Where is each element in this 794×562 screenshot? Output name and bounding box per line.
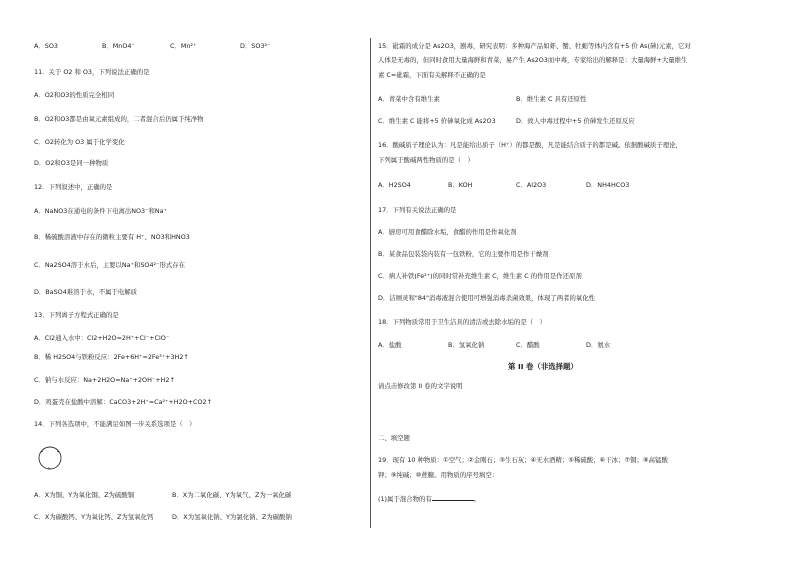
section-fill-heading: 二、填空题 <box>378 434 410 442</box>
q19-stem-line-2: 钾；⑨纯碱；⑩蔗糖。用物质的序号填空： <box>378 471 499 479</box>
left-column <box>0 0 372 562</box>
q17-option-a: A．厨房可用食醋除水垢，食醋的作用是作氧化剂 <box>378 228 517 236</box>
q15-stem-line-2: 人体是无毒的，但同时食用大量海鲜和青菜，易产生 As2O3而中毒，专家给出的解释是：大量海鲜+大量维生 <box>378 56 688 64</box>
part2-title: 第 II 卷（非选择题） <box>508 362 578 371</box>
q11-option-a: A．O2和O3的性质完全相同 <box>34 91 115 99</box>
q17-option-c: C．病人补铁(Fe²⁺)的同时常补充维生素 C，维生素 C 的作用是作还原剂 <box>378 272 582 280</box>
q19-sub1-suffix: 。 <box>473 495 481 503</box>
q16-option-d: D．NH4HCO3 <box>586 181 630 189</box>
q15-option-b: B．维生素 C 具有还原性 <box>516 95 587 103</box>
q15-option-a: A．青菜中含有维生素 <box>378 95 440 103</box>
q14-relation-diagram <box>36 444 64 472</box>
q16-option-c: C．Al2O3 <box>516 181 547 189</box>
q14-option-c: C．X为碳酸钙、Y为氧化钙、Z为氢氧化钙 <box>34 513 154 521</box>
q19-stem-line-1: 19．现有 10 种物质：①空气；②金刚石；③生石灰；④无水酒精；⑤稀硫酸；⑥干冰；⑦铜；⑧高锰酸 <box>378 456 668 464</box>
q19-sub1-answer-blank[interactable] <box>432 494 474 501</box>
q13-option-a: A．Cl2通入水中：Cl2+H2O=2H⁺+Cl⁻+ClO⁻ <box>34 334 170 342</box>
q19-sub1 <box>378 494 480 503</box>
q13-option-b: B．稀 H2SO4与铁粉反应：2Fe+6H⁺=2Fe³⁺+3H2↑ <box>34 353 189 361</box>
q11-stem: 11．关于 O2 和 O3，下列说法正确的是 <box>34 68 150 76</box>
q18-option-c: C．醋酸 <box>516 341 540 349</box>
q16-stem-line-2: 下列属于酸碱两性物质的是（ ） <box>378 156 474 164</box>
q11-option-c: C．O2转化为 O3 属于化学变化 <box>34 138 125 146</box>
q10-option-b: B．MnO4⁻ <box>102 42 135 50</box>
q15-stem-line-3: 素 C=砒霜，下面有关解释不正确的是 <box>378 71 486 79</box>
q12-option-b: B．稀硫酸溶液中存在的微粒主要有 H⁺、NO3和HNO3 <box>34 233 190 241</box>
q14-option-d: D．X为氢氧化钠、Y为氯化钠、Z为碳酸钠 <box>172 513 292 521</box>
q18-stem: 18．下列物质常用于卫生洁具的清洁或去除水垢的是（ ） <box>378 318 546 326</box>
q13-option-d: D．鸡蛋壳在盐酸中溶解：CaCO3+2H⁺=Ca²⁺+H2O+CO2↑ <box>34 398 212 406</box>
q18-option-b: B．氢氧化钠 <box>448 341 485 349</box>
q12-stem: 12．下列叙述中，正确的是 <box>34 183 113 191</box>
q19-sub1-prefix: (1)属于混合物的有 <box>378 495 432 503</box>
q12-option-d: D．BaSO4难溶于水，不属于电解质 <box>34 288 138 296</box>
q15-stem-line-1: 15．砒霜的成分是 As2O3，剧毒，研究表明：多种海产品如虾、蟹、牡蛎等体内含有+5 价 As(砷)元素，它对 <box>378 42 691 50</box>
q12-option-c: C．Na2SO4溶于水后，主要以Na⁺和SO4²⁻形式存在 <box>34 261 186 269</box>
q12-option-a: A．NaNO3在通电的条件下电离出NO3⁻和Na⁺ <box>34 207 167 215</box>
q14-option-b: B．X为二氧化碳、Y为氧气、Z为一氧化碳 <box>172 491 292 499</box>
q18-option-d: D．氨水 <box>586 341 611 349</box>
q16-stem-line-1: 16．酸碱质子理论认为：凡是能给出质子（H⁺）的都是酸，凡是能结合质子的都是碱。依据酸碱质子理论， <box>378 141 682 149</box>
q15-option-d: D．致人中毒过程中+5 价砷发生还原反应 <box>516 117 635 125</box>
q15-option-c: C．维生素 C 能将+5 价砷氧化成 As2O3 <box>378 117 496 125</box>
q14-stem: 14．下列各选项中，不能满足如图一步关系选项是（ ） <box>34 420 196 428</box>
q17-option-d: D．洁厕灵和"84"消毒液混合使用可增强消毒杀菌效果，体现了两者的氧化性 <box>378 294 596 302</box>
q10-option-c: C．Mn²⁺ <box>170 42 197 50</box>
q16-option-b: B．KOH <box>448 181 473 189</box>
q11-option-b: B．O2和O3都是由氧元素组成的，二者混合后仍属于纯净物 <box>34 115 204 123</box>
q18-option-a: A．盐酸 <box>378 341 402 349</box>
q17-stem: 17．下列有关说法正确的是 <box>378 206 457 214</box>
q14-option-a: A．X为铜、Y为氧化铜、Z为硫酸铜 <box>34 491 135 499</box>
q17-option-b: B．某食品包装袋内装有一包铁粉，它的主要作用是作干燥剂 <box>378 250 549 258</box>
q13-option-c: C．钠与水反应：Na+2H2O=Na⁺+2OH⁻+H2↑ <box>34 376 175 384</box>
q13-stem: 13．下列离子方程式正确的是 <box>34 311 119 319</box>
q16-option-a: A．H2SO4 <box>378 181 411 189</box>
q10-option-d: D．SO3²⁻ <box>240 42 271 50</box>
right-column <box>372 0 794 562</box>
q10-option-a: A．SO3 <box>34 42 58 50</box>
q11-option-d: D．O2和O3是同一种物质 <box>34 159 109 167</box>
part2-note: 请点击修改第 II 卷的文字说明 <box>378 382 463 390</box>
